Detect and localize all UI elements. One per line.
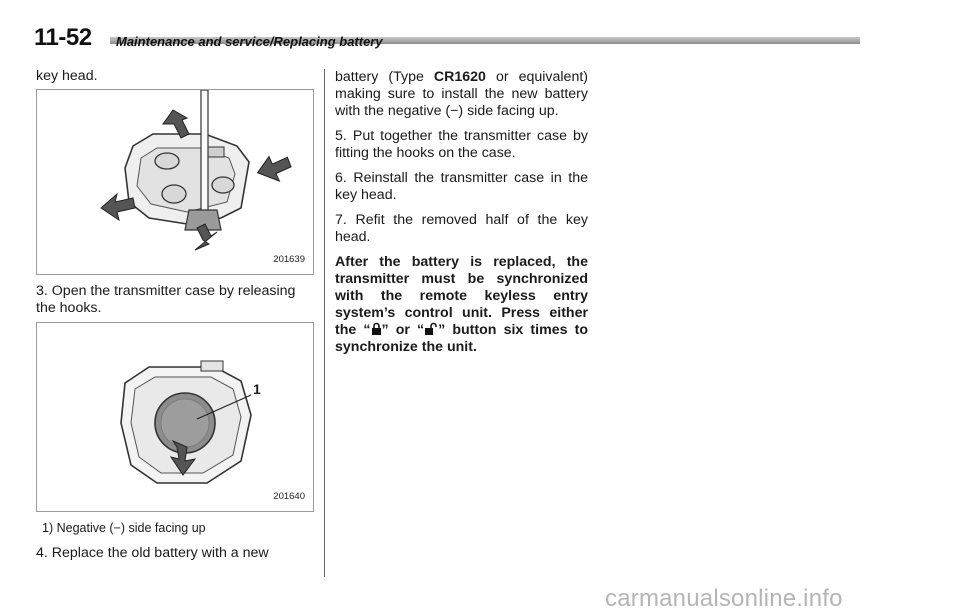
page-header bbox=[34, 24, 860, 54]
page-number: 11-52 bbox=[34, 24, 92, 51]
battery-text-part2: or equivalent) making sure to install the new battery with the negative (−) side facing up. bbox=[335, 69, 588, 119]
synchronize-warning bbox=[335, 254, 588, 356]
column-divider bbox=[324, 69, 325, 577]
figure-battery bbox=[36, 322, 314, 512]
intro-text: key head. bbox=[36, 68, 98, 84]
unlock-icon bbox=[424, 322, 438, 336]
step-4: 4. Replace the old battery with a new bbox=[36, 545, 269, 561]
lock-icon bbox=[371, 322, 382, 336]
figure-remove-case bbox=[36, 89, 314, 275]
figure-code: 201640 bbox=[273, 491, 305, 502]
battery-text-part1: battery (Type bbox=[335, 69, 434, 85]
right-column bbox=[335, 69, 588, 356]
warning-text-part2: ” or “ bbox=[381, 322, 425, 338]
step-5: 5. Put together the transmitter case by fitting the hooks on the case. bbox=[335, 128, 588, 161]
watermark: carmanualsonline.info bbox=[605, 585, 843, 612]
open-case-illustration bbox=[37, 323, 313, 511]
figure-note: 1) Negative (−) side facing up bbox=[42, 521, 206, 535]
step-3: 3. Open the transmitter case by releasing the hooks. bbox=[36, 283, 296, 316]
section-title: Maintenance and service/Replacing battery bbox=[116, 34, 383, 49]
battery-text bbox=[335, 69, 588, 120]
step-7: 7. Refit the removed half of the key head. bbox=[335, 212, 588, 245]
step-6: 6. Reinstall the transmitter case in the key head. bbox=[335, 170, 588, 203]
left-column bbox=[36, 68, 314, 562]
battery-type: CR1620 bbox=[433, 69, 486, 85]
warning-text-part3: ” button six times to synchronize the unit. bbox=[335, 322, 588, 355]
callout-1: 1 bbox=[253, 381, 261, 397]
warning-text-part1: After the battery is replaced, the transmitter must be synchronized with the remote keyless entry system’s control unit. Press either the “ bbox=[335, 254, 588, 338]
figure-code: 201639 bbox=[273, 254, 305, 265]
key-head-illustration bbox=[37, 90, 313, 274]
